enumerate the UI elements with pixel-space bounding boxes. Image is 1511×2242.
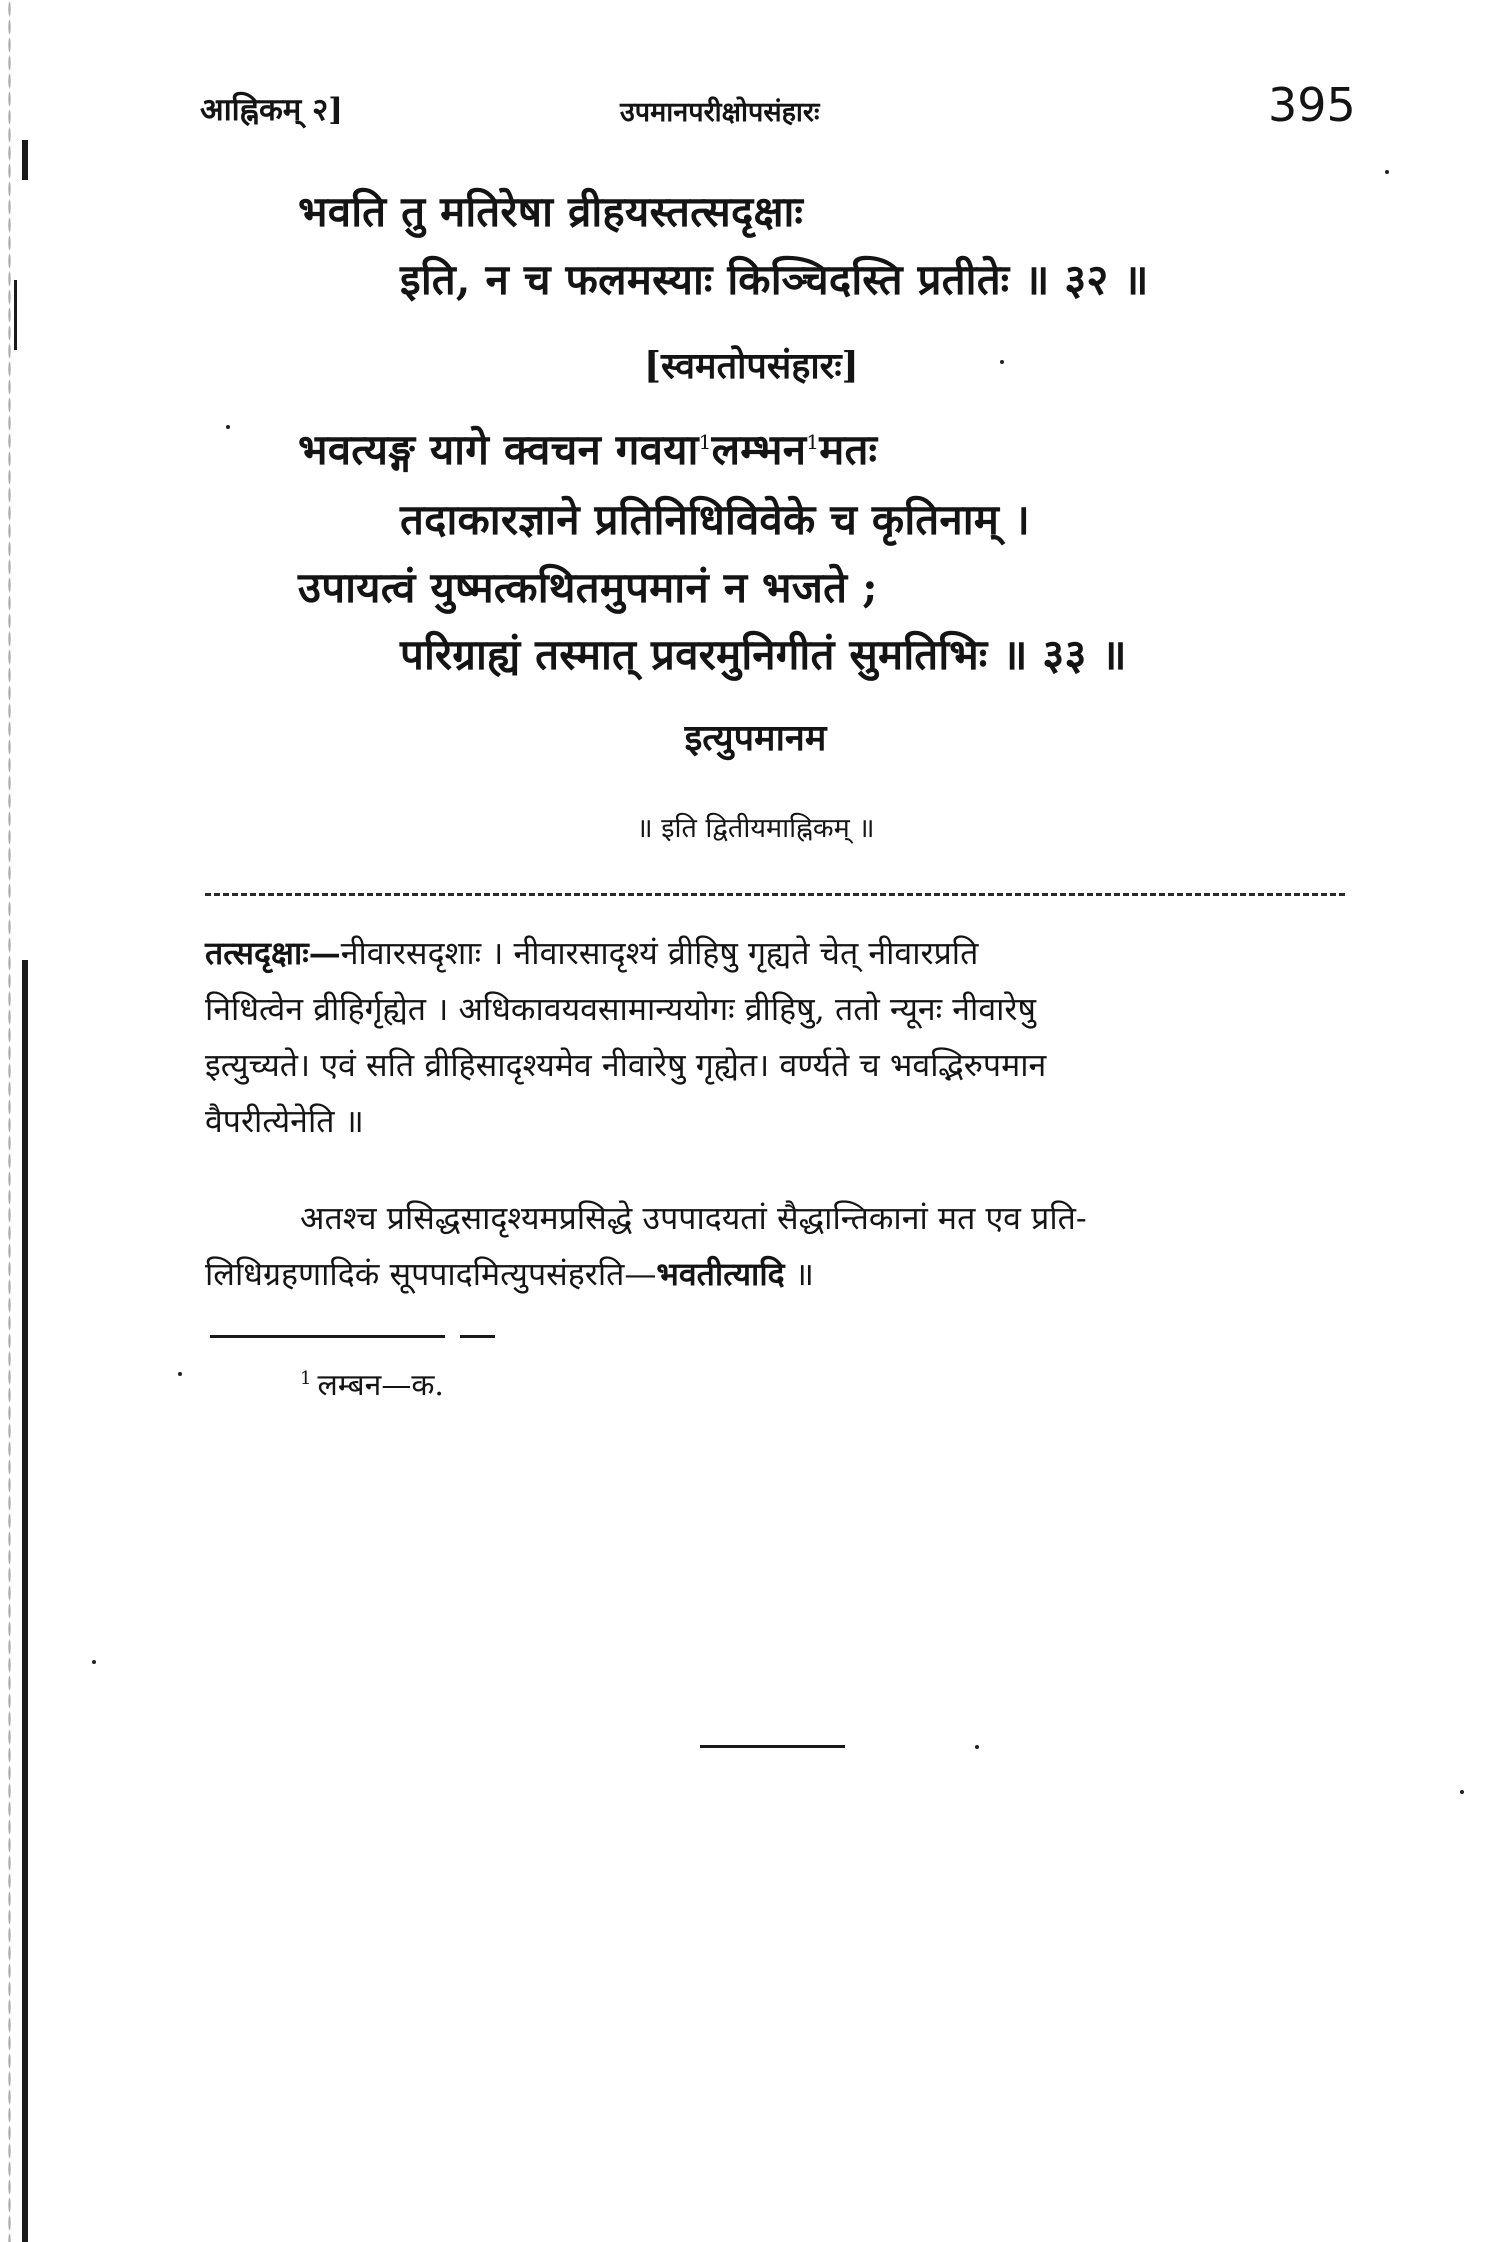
end-rule bbox=[700, 1745, 845, 1748]
commentary-text: ॥ bbox=[784, 1255, 814, 1293]
verse-33-line-3: उपायत्वं युष्मत्कथितमुपमानं न भजते ; bbox=[298, 563, 878, 612]
running-head-left: आह्निकम् २] bbox=[200, 92, 343, 128]
verse-33-line-1-part-1: भवत्यङ्ग यागे क्वचन गवया bbox=[298, 425, 699, 474]
footnote-rule bbox=[460, 1335, 495, 1338]
footnote-rule bbox=[210, 1335, 445, 1338]
verse-32-line-2: इति, न च फलमस्याः किञ्चिदस्ति प्रतीतेः ॥ ३२ ॥ bbox=[400, 255, 1149, 304]
commentary-text: नीवारसदृशाः । नीवारसादृश्यं व्रीहिषु गृह्यते चेत् नीवारप्रति bbox=[340, 934, 979, 972]
scan-edge-specks bbox=[8, 0, 11, 2242]
text-commentary-separator bbox=[205, 893, 1345, 896]
verse-33-line-4: परिग्राह्यं तस्मात् प्रवरमुनिगीतं सुमतिभिः ॥ ३३ ॥ bbox=[400, 630, 1127, 679]
scan-speck bbox=[975, 1745, 979, 1749]
running-head-title: उपमानपरीक्षोपसंहारः bbox=[620, 97, 820, 128]
scan-edge-mark bbox=[22, 140, 28, 180]
section-colophon: इत्युपमानम bbox=[684, 717, 827, 759]
commentary-line: निधित्वेन व्रीहिर्गृह्येत । अधिकावयवसामान्ययोगः व्रीहिषु, ततो न्यूनः नीवारेषु bbox=[205, 990, 1037, 1028]
footnote bbox=[300, 1363, 444, 1404]
scan-speck bbox=[178, 1372, 182, 1376]
commentary-line: वैपरीत्येनेति ॥ bbox=[205, 1102, 364, 1140]
scan-speck bbox=[1385, 170, 1389, 174]
scan-binding-edge bbox=[22, 960, 28, 2242]
scan-speck bbox=[226, 425, 230, 429]
scan-speck bbox=[92, 1660, 96, 1664]
footnote-text: लम्बन—क. bbox=[317, 1368, 444, 1403]
verse-33-line-1-part-3: मतः bbox=[819, 425, 878, 474]
page-number: 395 bbox=[1268, 78, 1356, 132]
commentary-paragraph-2 bbox=[205, 1190, 1345, 1302]
scan-speck bbox=[1000, 360, 1004, 364]
verse-33-line-2: तदाकारज्ञाने प्रतिनिधिविवेके च कृतिनाम् । bbox=[400, 495, 1031, 544]
footnote-marker: 1 bbox=[698, 430, 712, 454]
commentary-line bbox=[205, 925, 1345, 981]
verse-33-line-1 bbox=[298, 420, 877, 477]
verse-32-line-1: भवति तु मतिरेषा व्रीहयस्तत्सदृक्षाः bbox=[298, 187, 804, 236]
commentary-text: लिधिग्रहणादिकं सूपपादमित्युपसंहरति— bbox=[205, 1255, 657, 1293]
scan-speck bbox=[1460, 1790, 1464, 1794]
chapter-colophon: ॥ इति द्वितीयमाह्निकम् ॥ bbox=[636, 813, 875, 844]
commentary-line bbox=[205, 1246, 1345, 1302]
commentary-lemma: भवतीत्यादि bbox=[656, 1255, 785, 1293]
scan-edge-mark bbox=[14, 280, 17, 350]
footnote-number: 1 bbox=[300, 1368, 312, 1389]
commentary-line: अतश्च प्रसिद्धसादृश्यमप्रसिद्धे उपपादयतां सैद्धान्तिकानां मत एव प्रति- bbox=[300, 1199, 1087, 1237]
commentary-lemma: तत्सदृक्षाः— bbox=[205, 934, 341, 972]
commentary-paragraph-1 bbox=[205, 925, 1345, 1149]
verse-33-line-1-part-2: लम्भन bbox=[711, 425, 807, 474]
commentary-line: इत्युच्यते। एवं सति व्रीहिसादृश्यमेव नीवारेषु गृह्येत। वर्ण्यते च भवद्भिरुपमान bbox=[205, 1046, 1047, 1084]
section-heading: [स्वमतोपसंहारः] bbox=[644, 345, 859, 387]
footnote-marker: 1 bbox=[806, 430, 820, 454]
